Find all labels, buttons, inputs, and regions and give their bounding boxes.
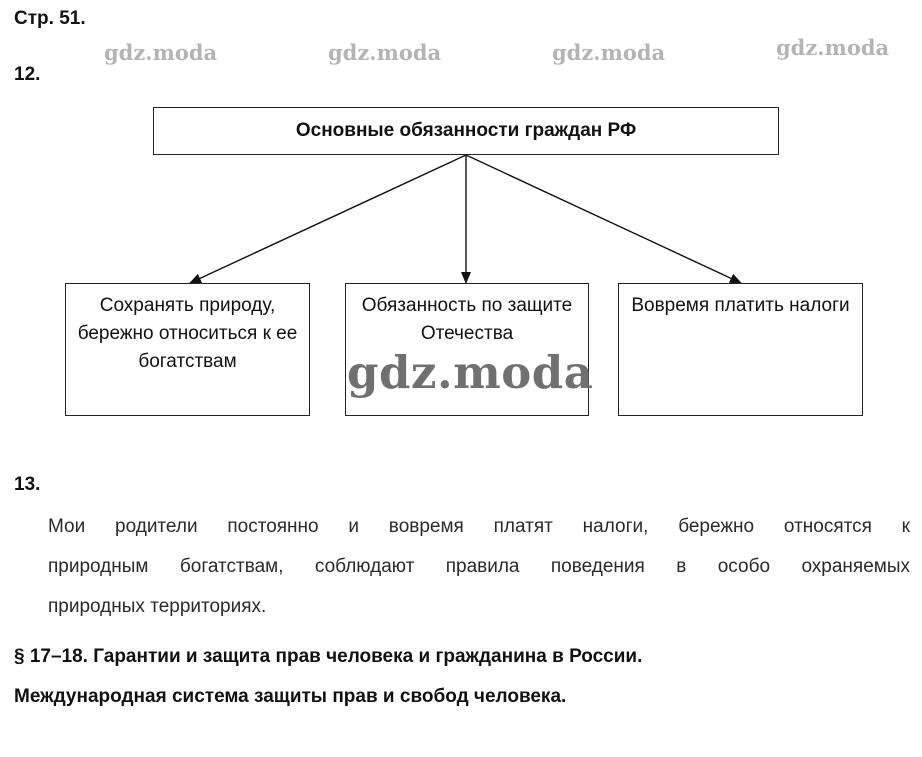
- watermark: gdz.moda: [328, 40, 442, 65]
- diagram-child-label: Вовремя платить налоги: [631, 295, 850, 316]
- diagram-child-label: Сохранять природу, бережно относиться к ее богатствам: [77, 295, 298, 372]
- diagram-root-label: Основные обязанности граждан РФ: [295, 120, 637, 141]
- diagram-root-box: [153, 107, 779, 155]
- watermark-large: gdz.moda: [347, 346, 594, 399]
- answer-paragraph: [48, 507, 910, 627]
- diagram-child-box: [65, 283, 310, 416]
- watermark: gdz.moda: [552, 40, 666, 65]
- task-number-13: 13.: [14, 474, 41, 495]
- diagram-child-label: Обязанность по защите Отечества: [361, 295, 573, 344]
- answer-line: природных территориях.: [48, 596, 267, 617]
- page-reference: Стр. 51.: [14, 8, 86, 29]
- answer-line: природным богатствам, соблюдают правила поведения в особо охраняемых: [48, 556, 910, 577]
- arrow-to-child-3: [466, 155, 741, 283]
- diagram-child-box: [618, 283, 863, 416]
- watermark: gdz.moda: [776, 35, 890, 60]
- arrow-to-child-1: [190, 155, 466, 283]
- answer-line: Мои родители постоянно и вовремя платят налоги, бережно относятся к: [48, 516, 910, 537]
- task-number-12: 12.: [14, 64, 41, 85]
- section-title-line-1: § 17–18. Гарантии и защита прав человека и гражданина в России.: [14, 646, 643, 667]
- watermark: gdz.moda: [104, 40, 218, 65]
- section-title-line-2: Международная система защиты прав и свобод человека.: [14, 686, 567, 707]
